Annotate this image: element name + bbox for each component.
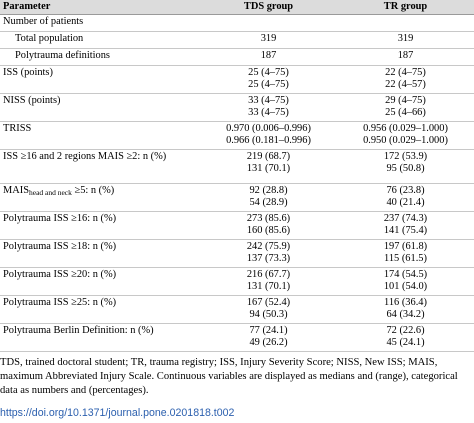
cell-value: 45 (24.1) (386, 336, 425, 348)
cell-value: 131 (70.1) (246, 162, 291, 174)
row-label: Polytrauma ISS ≥20: n (%) (0, 268, 200, 296)
cell-value: 25 (4–75) (248, 78, 289, 90)
row-label: Polytrauma ISS ≥18: n (%) (0, 240, 200, 268)
cell-tds-group (200, 15, 337, 32)
cell-value: 197 (61.8) (383, 241, 428, 252)
cell-value: 0.966 (0.181–0.996) (226, 134, 311, 146)
row-label: Polytrauma Berlin Definition: n (%) (0, 324, 200, 352)
cell-value: 92 (28.8) (249, 185, 288, 196)
cell-value: 237 (74.3) (383, 213, 428, 224)
cell-value: 40 (21.4) (386, 196, 425, 208)
cell-value: 174 (54.5) (383, 269, 428, 280)
cell-value: 101 (54.0) (383, 280, 428, 292)
cell-value: 319 (397, 33, 414, 44)
table-row (0, 324, 474, 352)
cell-value: 0.950 (0.029–1.000) (363, 134, 448, 146)
cell-value: 0.956 (0.029–1.000) (363, 123, 448, 134)
cell-tr-group (337, 184, 474, 212)
row-label: NISS (points) (0, 94, 200, 122)
cell-value: 137 (73.3) (246, 252, 291, 264)
table-row (0, 122, 474, 150)
cell-value: 115 (61.5) (384, 252, 427, 264)
cell-value: 25 (4–66) (385, 106, 426, 118)
cell-value: 25 (4–75) (248, 67, 289, 78)
cell-tds-group (200, 212, 337, 240)
cell-value: 187 (397, 50, 414, 61)
cell-value: 319 (260, 33, 277, 44)
table-row (0, 15, 474, 32)
cell-value: 167 (52.4) (246, 297, 291, 308)
cell-tds-group (200, 66, 337, 94)
cell-value: 141 (75.4) (383, 224, 428, 236)
cell-tr-group (337, 212, 474, 240)
header-tds-group: TDS group (200, 0, 337, 15)
cell-value: 49 (26.2) (249, 336, 288, 348)
cell-value: 29 (4–75) (385, 95, 426, 106)
cell-tr-group (337, 268, 474, 296)
row-label-prefix: MAIS (3, 185, 29, 196)
cell-value: 0.970 (0.006–0.996) (226, 123, 311, 134)
cell-value: 77 (24.1) (249, 325, 288, 336)
cell-value: 216 (67.7) (246, 269, 291, 280)
cell-tds-group (200, 324, 337, 352)
row-label: Total population (0, 32, 200, 49)
cell-value: 72 (22.6) (386, 325, 425, 336)
cell-value: 160 (85.6) (246, 224, 291, 236)
cell-value: 22 (4–75) (385, 67, 426, 78)
row-label: Polytrauma definitions (0, 49, 200, 66)
table-row (0, 32, 474, 49)
table-row (0, 240, 474, 268)
cell-value: 273 (85.6) (246, 213, 291, 224)
cell-tds-group (200, 296, 337, 324)
table-row (0, 150, 474, 184)
cell-value: 64 (34.2) (386, 308, 425, 320)
table-row (0, 212, 474, 240)
row-label: ISS (points) (0, 66, 200, 94)
cell-tds-group (200, 268, 337, 296)
cell-tds-group (200, 122, 337, 150)
row-label-subscript: head and neck (28, 188, 72, 197)
cell-tr-group (337, 240, 474, 268)
row-label: ISS ≥16 and 2 regions MAIS ≥2: n (%) (0, 150, 200, 184)
table-row (0, 66, 474, 94)
cell-value: 187 (260, 50, 277, 61)
table-body (0, 15, 474, 352)
table-row (0, 296, 474, 324)
cell-value: 95 (50.8) (386, 162, 425, 174)
cell-value: 242 (75.9) (246, 241, 291, 252)
row-label: Polytrauma ISS ≥16: n (%) (0, 212, 200, 240)
table-header-row (0, 0, 474, 15)
cell-value: 172 (53.9) (383, 151, 428, 162)
header-tr-group: TR group (337, 0, 474, 15)
cell-tr-group (337, 66, 474, 94)
table-footnote: TDS, trained doctoral student; TR, trauma registry; ISS, Injury Severity Score; NISS, New ISS; MAIS, maximum Abbreviated Injury Scale. Continuous variables are displayed as medians and (range), categorical data as numbers and (percentages). (0, 357, 458, 397)
cell-tr-group (337, 94, 474, 122)
cell-value: 116 (36.4) (384, 297, 427, 308)
cell-value: 94 (50.3) (249, 308, 288, 320)
cell-value: 76 (23.8) (386, 185, 425, 196)
cell-tr-group (337, 32, 474, 49)
cell-tds-group (200, 240, 337, 268)
doi-link[interactable]: https://doi.org/10.1371/journal.pone.0201818.t002 (0, 407, 235, 419)
row-label: Polytrauma ISS ≥25: n (%) (0, 296, 200, 324)
cell-tr-group (337, 49, 474, 66)
cell-value: 33 (4–75) (248, 95, 289, 106)
cell-value: 33 (4–75) (248, 106, 289, 118)
header-parameter: Parameter (0, 0, 200, 15)
cell-value: 219 (68.7) (246, 151, 291, 162)
table-row (0, 49, 474, 66)
cell-tr-group (337, 15, 474, 32)
row-label: TRISS (0, 122, 200, 150)
table-row (0, 268, 474, 296)
row-label (0, 184, 200, 212)
table-row (0, 184, 474, 212)
row-label-suffix: ≥5: n (%) (71, 185, 115, 196)
cell-tr-group (337, 122, 474, 150)
cell-tr-group (337, 296, 474, 324)
table-row (0, 94, 474, 122)
row-label: Number of patients (0, 15, 200, 32)
cell-value: 54 (28.9) (249, 196, 288, 208)
cell-tds-group (200, 49, 337, 66)
cell-value: 22 (4–57) (385, 78, 426, 90)
cell-tds-group (200, 94, 337, 122)
cell-value: 131 (70.1) (246, 280, 291, 292)
cell-tr-group (337, 324, 474, 352)
cell-tds-group (200, 184, 337, 212)
cell-tr-group (337, 150, 474, 184)
cell-tds-group (200, 32, 337, 49)
cell-tds-group (200, 150, 337, 184)
